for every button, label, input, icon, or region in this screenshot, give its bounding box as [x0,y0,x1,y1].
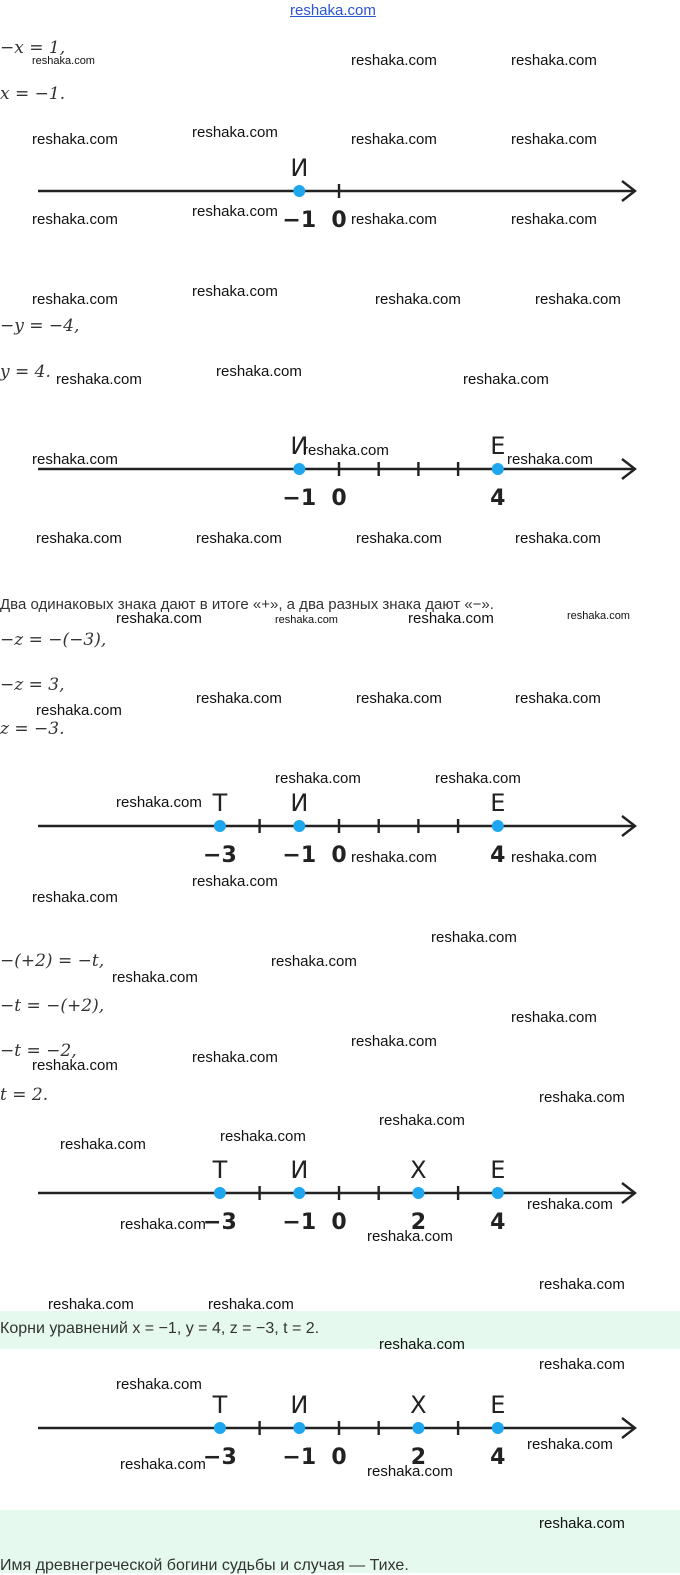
watermark-text: reshaka.com [463,371,549,388]
watermark-text: reshaka.com [196,690,282,707]
watermark-text: reshaka.com [375,291,461,308]
point-marker [492,463,504,475]
watermark-text: reshaka.com [196,530,282,547]
point-marker [412,1187,424,1199]
tick-label: 0 [331,486,347,511]
watermark-text: reshaka.com [116,794,202,811]
point-marker [293,820,305,832]
sign-rule-text: Два одинаковых знака дают в итоге «+», а два разных знака дают «−». [0,596,494,613]
tick-label: 0 [331,1445,347,1470]
point-letter: Х [410,1156,427,1184]
watermark-text: reshaka.com [120,1216,206,1233]
equation-t-4: t = 2. [0,1085,49,1105]
point-letter: И [290,432,309,460]
tick-label: −3 [203,1445,237,1470]
equation-y-1: −y = −4, [0,316,80,336]
point-marker [293,185,305,197]
tick-label: −1 [282,1445,317,1470]
point-marker [293,1422,305,1434]
watermark-text: reshaka.com [539,1515,625,1532]
equation-t-2: −t = −(+2), [0,996,105,1016]
point-letter: Е [490,1391,506,1419]
watermark-text: reshaka.com [192,1049,278,1066]
point-marker [293,463,305,475]
point-letter: Т [212,789,228,817]
point-marker [492,1187,504,1199]
equation-z-2: −z = 3, [0,675,65,695]
watermark-text: reshaka.com [275,614,338,626]
tick-label: 4 [490,1445,506,1470]
watermark-text: reshaka.com [408,610,494,627]
watermark-text: reshaka.com [32,55,95,67]
watermark-text: reshaka.com [271,953,357,970]
watermark-text: reshaka.com [351,849,437,866]
watermark-text: reshaka.com [527,1436,613,1453]
equation-x-1: −x = 1, [0,38,66,58]
watermark-text: reshaka.com [208,1296,294,1313]
tick-label: −3 [203,843,237,868]
point-letter: Т [212,1156,228,1184]
watermark-text: reshaka.com [379,1112,465,1129]
watermark-text: reshaka.com [275,770,361,787]
point-letter: И [290,1156,309,1184]
watermark-text: reshaka.com [32,211,118,228]
tick-label: −1 [282,1210,317,1235]
point-marker [214,1187,226,1199]
equation-t-3: −t = −2, [0,1041,77,1061]
watermark-text: reshaka.com [220,1128,306,1145]
point-marker [492,820,504,832]
watermark-text: reshaka.com [32,131,118,148]
point-marker [214,820,226,832]
tick-label: −1 [282,843,317,868]
tick-label: 4 [490,843,506,868]
watermark-text: reshaka.com [32,451,118,468]
watermark-text: reshaka.com [192,283,278,300]
equation-y-2: y = 4. [0,362,51,382]
watermark-text: reshaka.com [116,1376,202,1393]
watermark-text: reshaka.com [539,1276,625,1293]
watermark-text: reshaka.com [36,702,122,719]
watermark-text: reshaka.com [535,291,621,308]
watermark-text: reshaka.com [216,363,302,380]
watermark-text: reshaka.com [356,530,442,547]
watermark-text: reshaka.com [431,929,517,946]
watermark-text: reshaka.com [567,610,630,622]
site-link[interactable]: reshaka.com [290,2,376,19]
watermark-text: reshaka.com [36,530,122,547]
watermark-text: reshaka.com [507,451,593,468]
point-marker [214,1422,226,1434]
watermark-text: reshaka.com [192,873,278,890]
point-marker [492,1422,504,1434]
watermark-text: reshaka.com [515,690,601,707]
equation-x-2: x = −1. [0,84,66,104]
equation-z-1: −z = −(−3), [0,630,107,650]
point-letter: Т [212,1391,228,1419]
point-letter: Х [410,1391,427,1419]
watermark-text: reshaka.com [379,1336,465,1353]
watermark-text: reshaka.com [32,291,118,308]
watermark-text: reshaka.com [192,203,278,220]
watermark-text: reshaka.com [367,1463,453,1480]
tick-label: 0 [331,208,347,233]
watermark-text: reshaka.com [511,849,597,866]
tick-label: 2 [410,1445,427,1470]
number-line-5 [0,1387,680,1477]
watermark-text: reshaka.com [511,52,597,69]
watermark-text: reshaka.com [351,52,437,69]
point-letter: И [290,154,309,182]
watermark-text: reshaka.com [351,211,437,228]
equation-z-3: z = −3. [0,719,65,739]
equation-t-1: −(+2) = −t, [0,951,105,971]
watermark-text: reshaka.com [32,1057,118,1074]
watermark-text: reshaka.com [511,1009,597,1026]
watermark-text: reshaka.com [539,1356,625,1373]
watermark-text: reshaka.com [435,770,521,787]
watermark-text: reshaka.com [60,1136,146,1153]
watermark-text: reshaka.com [116,610,202,627]
point-marker [293,1187,305,1199]
point-letter: Е [490,789,506,817]
watermark-text: reshaka.com [539,1089,625,1106]
watermark-text: reshaka.com [356,690,442,707]
watermark-text: reshaka.com [120,1456,206,1473]
final-text: Имя древнегреческой богини судьбы и случая — Тихе. [0,1557,409,1574]
tick-label: −1 [282,486,317,511]
watermark-text: reshaka.com [56,371,142,388]
watermark-text: reshaka.com [515,530,601,547]
watermark-text: reshaka.com [511,131,597,148]
watermark-text: reshaka.com [527,1196,613,1213]
tick-label: −1 [282,208,317,233]
point-marker [412,1422,424,1434]
point-letter: И [290,1391,309,1419]
point-letter: Е [490,432,506,460]
watermark-text: reshaka.com [367,1228,453,1245]
tick-label: 2 [410,1210,427,1235]
watermark-text: reshaka.com [32,889,118,906]
tick-label: 0 [331,1210,347,1235]
tick-label: 0 [331,843,347,868]
point-letter: И [290,789,309,817]
tick-label: −3 [203,1210,237,1235]
point-letter: Е [490,1156,506,1184]
watermark-text: reshaka.com [511,211,597,228]
watermark-text: reshaka.com [303,442,389,459]
watermark-text: reshaka.com [351,131,437,148]
watermark-text: reshaka.com [112,969,198,986]
tick-label: 4 [490,486,506,511]
answer-text: Корни уравнений x = −1, y = 4, z = −3, t = 2. [0,1320,320,1337]
tick-label: 4 [490,1210,506,1235]
watermark-text: reshaka.com [192,124,278,141]
watermark-text: reshaka.com [351,1033,437,1050]
watermark-text: reshaka.com [48,1296,134,1313]
